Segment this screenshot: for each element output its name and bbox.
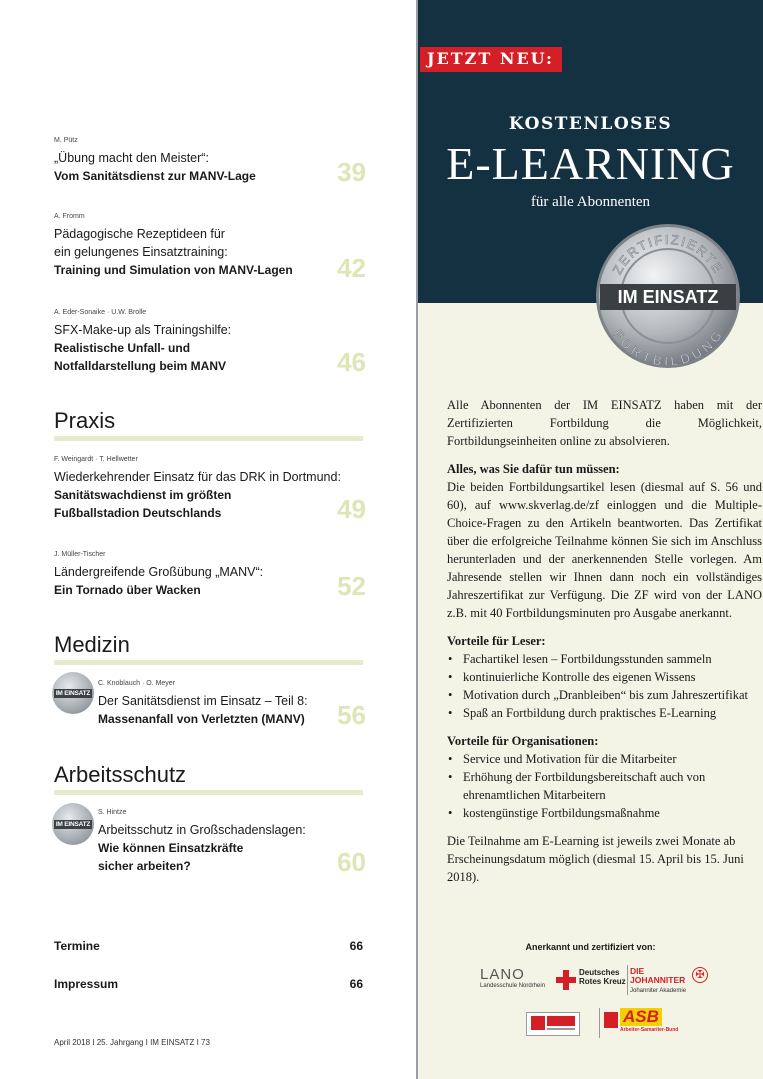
im-einsatz-badge-icon <box>52 672 94 714</box>
toc-entry[interactable] <box>54 213 366 283</box>
elearning-panel <box>418 0 763 1079</box>
johanniter-subtitle: Johanniter Akademie <box>630 988 687 994</box>
requirements-paragraph: Die beiden Fortbildungsartikel lesen (diesmal auf S. 56 und 60), auf www.skverlag.de/zf einloggen und die Multiple-Choice-Fragen zu den Artikeln beantworten. Das Zertifikat über die erfolgreiche Teilnahme können Sie sich im Anschluss herunterladen und der anerkennenden Stelle vorlegen. Am Jahresende stellen wir Ihnen dann noch ein vollständiges Jahreszertifikat zur Verfügung. Die ZF wird von der LANO z.B. mit 40 Fortbildungsminuten pro Ausgabe anerkannt. <box>447 480 762 620</box>
bl-logo-icon <box>526 1012 580 1036</box>
article-title: Fußballstadion Deutschlands <box>54 506 222 520</box>
subtitle: Arbeitsschutz in Großschadenslagen: <box>98 823 306 837</box>
subtitle: ein gelungenes Einsatztraining: <box>54 245 228 259</box>
article-title: sicher arbeiten? <box>98 859 191 873</box>
author: S. Hintze <box>98 809 127 816</box>
logo-divider <box>599 1008 600 1038</box>
page-number: 49 <box>337 494 366 524</box>
article-title: Massenanfall von Verletzten (MANV) <box>98 712 305 726</box>
author: M. Pütz <box>54 137 78 144</box>
subtitle: Pädagogische Rezeptideen für <box>54 227 225 241</box>
page-footer: April 2018 I 25. Jahrgang I IM EINSATZ I 73 <box>54 1038 210 1047</box>
promo-title: E-LEARNING <box>446 138 735 189</box>
asb-name: ASB <box>620 1008 662 1026</box>
page-number: 56 <box>337 700 366 730</box>
promo-kicker: KOSTENLOSES <box>508 114 673 134</box>
list-item: • Motivation durch „Dranbleiben“ bis zum Jahreszertifikat <box>447 686 762 704</box>
section-bar <box>54 660 363 665</box>
asb-subtitle: Arbeiter-Samariter-Bund <box>620 1027 679 1033</box>
article-title: Vom Sanitätsdienst zur MANV-Lage <box>54 169 256 183</box>
list-item: • Erhöhung der Fortbildungsbereitschaft auch von ehrenamtlichen Mitarbeitern <box>447 768 762 804</box>
article-title: Sanitätswachdienst im größten <box>54 488 232 502</box>
toc-entry[interactable] <box>54 456 366 522</box>
intro-paragraph: Alle Abonnenten der IM EINSATZ haben mit der Zertifizierten Fortbildung die Möglichkeit, Fortbildungseinheiten online zu absolvieren. <box>447 398 762 448</box>
author: F. Weingardt · T. Hellwetter <box>54 456 138 463</box>
promo-subtitle: für alle Abonnenten <box>530 194 651 210</box>
badge-label: IM EINSATZ <box>55 820 91 828</box>
page-number: 39 <box>337 157 366 187</box>
page-number: 52 <box>337 571 366 601</box>
author: A. Eder-Sonaike · U.W. Brolle <box>54 309 147 316</box>
section-bar <box>54 436 363 441</box>
certification-seal-icon <box>594 222 742 370</box>
heading-reader-benefits: Vorteile für Leser: <box>447 634 546 648</box>
section-bar <box>54 790 363 795</box>
author: C. Knoblauch · O. Meyer <box>98 680 176 687</box>
seal-top-text: ZERTIFIZIERTE <box>609 231 727 277</box>
article-title: Wie können Einsatzkräfte <box>98 841 244 855</box>
list-item: • Fachartikel lesen – Fortbildungsstunden sammeln <box>447 650 762 668</box>
author: A. Fromm <box>54 213 85 220</box>
subtitle: „Übung macht den Meister“: <box>54 151 209 165</box>
johanniter-logo <box>630 967 700 994</box>
article-title: Realistische Unfall- und <box>54 341 191 355</box>
list-item: • Spaß an Fortbildung durch praktisches E-Learning <box>447 704 762 722</box>
toc-label: Termine <box>54 939 100 953</box>
johanniter-name: DIE JOHANNITER <box>630 966 686 985</box>
asb-emblem-icon <box>604 1012 618 1028</box>
list-item: • kontinuierliche Kontrolle des eigenen Wissens <box>447 668 762 686</box>
asb-logo <box>620 1008 688 1033</box>
elearning-body <box>447 396 762 886</box>
lano-subtitle: Landesschule Nordrhein <box>480 983 546 989</box>
toc-entry[interactable] <box>54 309 366 375</box>
section-title: Arbeitsschutz <box>54 762 187 787</box>
logo-divider <box>627 965 628 995</box>
section-arbeitsschutz <box>54 762 363 795</box>
section-praxis <box>54 408 363 441</box>
page-number: 66 <box>349 939 363 953</box>
badge-label: IM EINSATZ <box>55 689 91 697</box>
subtitle: SFX-Make-up als Trainingshilfe: <box>54 323 232 337</box>
section-medizin <box>54 632 363 665</box>
subtitle: Ländergreifende Großübung „MANV“: <box>54 565 264 579</box>
heading-requirements: Alles, was Sie dafür tun müssen: <box>447 462 620 476</box>
toc-entry[interactable] <box>54 137 366 185</box>
drk-logo-text: Deutsches Rotes Kreuz <box>579 968 626 986</box>
article-title: Training und Simulation von MANV-Lagen <box>54 263 293 277</box>
certified-by-label: Anerkannt und zertifiziert von: <box>525 942 656 952</box>
seal-center-text: IM EINSATZ <box>617 287 719 307</box>
page-number: 42 <box>337 253 366 283</box>
toc-entry[interactable] <box>54 551 366 599</box>
article-title: Notfalldarstellung beim MANV <box>54 359 227 373</box>
author: J. Müller-Tischer <box>54 551 106 558</box>
toc-entry[interactable] <box>98 809 366 875</box>
johanniter-cross-icon: ✠ <box>692 967 708 983</box>
closing-paragraph: Die Teilnahme am E-Learning ist jeweils zwei Monate ab Erscheinungsdatum möglich (diesmal 15. April bis 15. Juni 2018). <box>447 834 744 884</box>
heading-org-benefits: Vorteile für Organisationen: <box>447 734 599 748</box>
lano-name: LANO <box>480 966 525 983</box>
subtitle: Wiederkehrender Einsatz für das DRK in Dortmund: <box>54 470 341 484</box>
seal-bottom-text: FORTBILDUNG <box>610 326 726 369</box>
section-title: Praxis <box>54 408 116 433</box>
org-benefits-list <box>447 750 762 822</box>
toc-termine[interactable] <box>54 939 363 953</box>
reader-benefits-list <box>447 650 762 722</box>
subtitle: Der Sanitätsdienst im Einsatz – Teil 8: <box>98 694 308 708</box>
list-item: • Service und Motivation für die Mitarbeiter <box>447 750 762 768</box>
page-number: 60 <box>337 847 366 877</box>
article-title: Ein Tornado über Wacken <box>54 583 201 597</box>
section-title: Medizin <box>54 632 130 657</box>
toc-entry[interactable] <box>98 680 366 728</box>
page-number: 66 <box>349 977 363 991</box>
new-tag: JETZT NEU: <box>420 47 562 72</box>
page-number: 46 <box>337 347 366 377</box>
toc-impressum[interactable] <box>54 977 363 991</box>
im-einsatz-badge-icon <box>52 803 94 845</box>
toc-label: Impressum <box>54 977 119 991</box>
list-item: • kostengünstige Fortbildungsmaßnahme <box>447 804 762 822</box>
red-cross-icon <box>556 970 576 990</box>
lano-logo <box>480 966 554 989</box>
